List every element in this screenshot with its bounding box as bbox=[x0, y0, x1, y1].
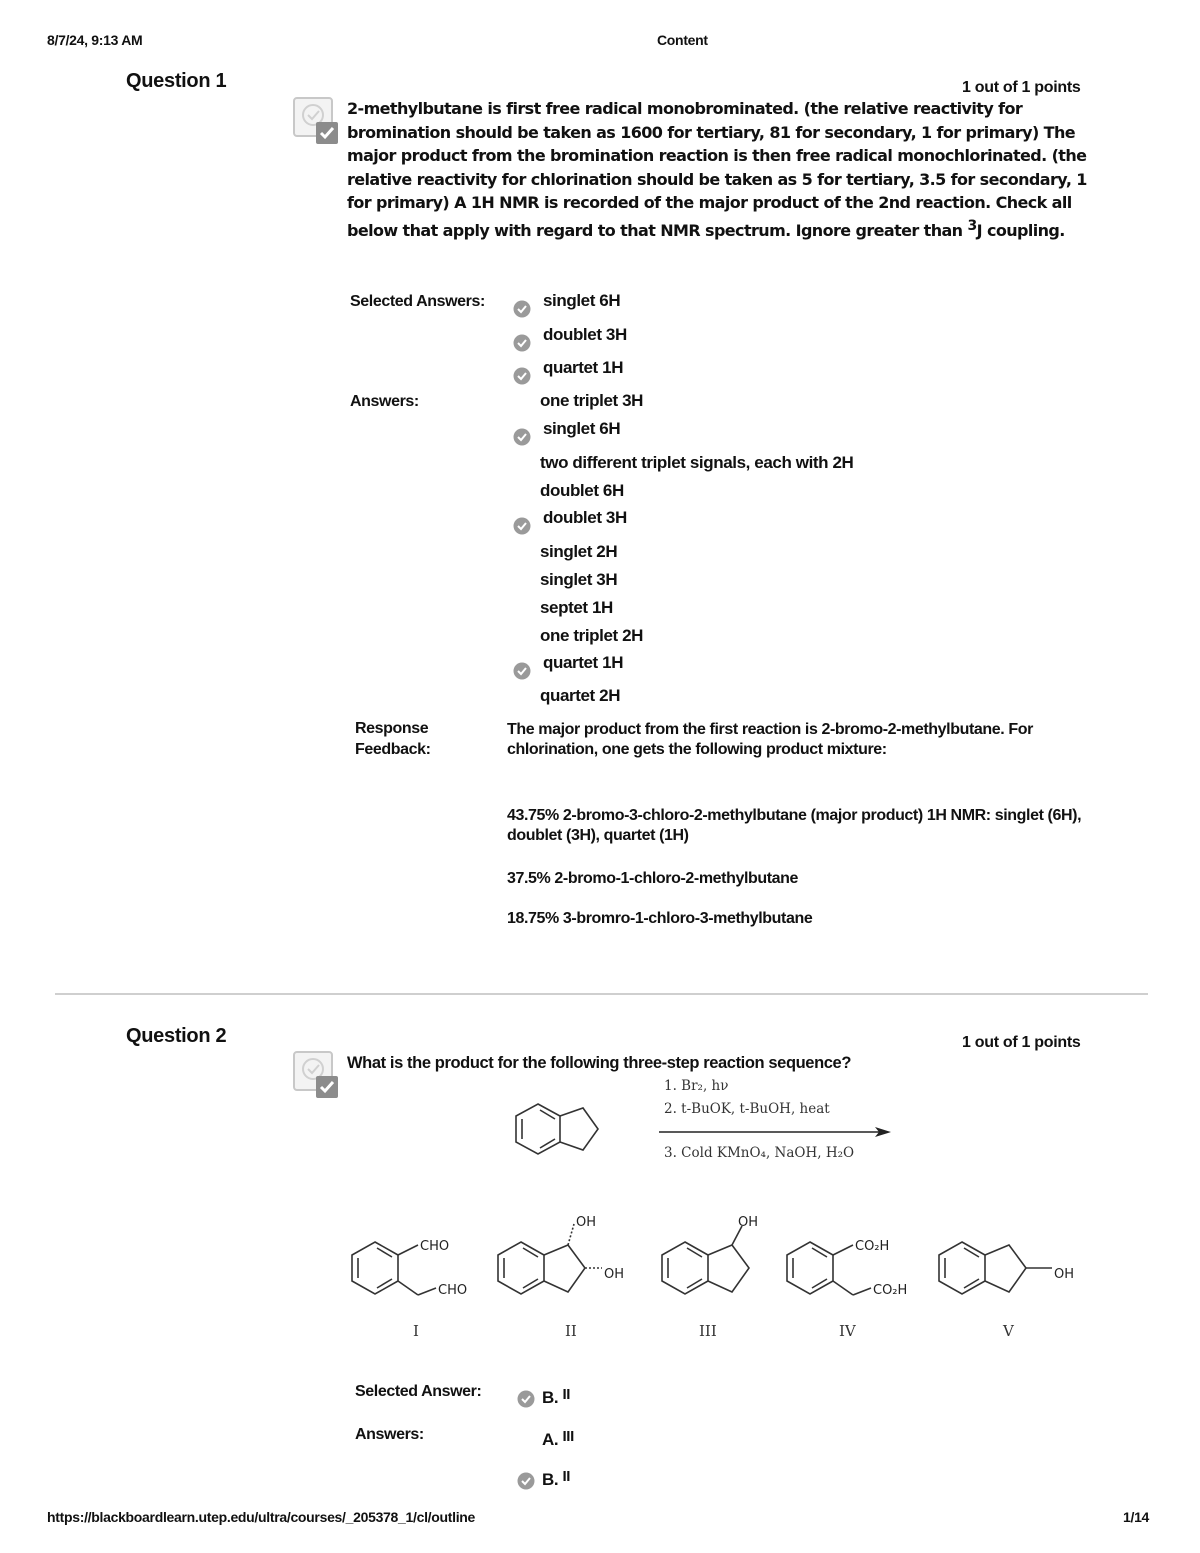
selected-answer: singlet 6H bbox=[543, 291, 621, 310]
choice-label: III bbox=[699, 1322, 717, 1340]
structure-label: CO₂H bbox=[855, 1239, 890, 1254]
correct-answer-icon bbox=[292, 1050, 342, 1100]
correct-check-icon bbox=[517, 1472, 535, 1490]
correct-answer-icon bbox=[292, 96, 342, 146]
answers-label: Answers: bbox=[350, 393, 419, 410]
answer-option: one triplet 3H bbox=[540, 391, 644, 410]
selected-answer: B. II bbox=[542, 1386, 571, 1407]
page-number: 1/14 bbox=[1123, 1509, 1150, 1525]
correct-check-icon bbox=[513, 517, 531, 535]
selected-answer: quartet 1H bbox=[543, 358, 624, 377]
question-2-points: 1 out of 1 points bbox=[962, 1034, 1081, 1051]
selected-answer: doublet 3H bbox=[543, 325, 627, 344]
print-datetime: 8/7/24, 9:13 AM bbox=[47, 32, 143, 48]
correct-check-icon bbox=[513, 662, 531, 680]
feedback-paragraph: The major product from the first reaction is 2-bromo-2-methylbutane. For chlorination, one gets the following product mixture: bbox=[507, 721, 1033, 758]
correct-check-icon bbox=[513, 367, 531, 385]
correct-check-icon bbox=[517, 1390, 535, 1408]
choice-label: I bbox=[413, 1322, 419, 1340]
question-2-text: What is the product for the following three-step reaction sequence? bbox=[347, 1054, 851, 1072]
answer-option: A. III bbox=[542, 1428, 574, 1449]
answer-option: quartet 2H bbox=[540, 686, 621, 705]
structure-label: CHO bbox=[438, 1283, 468, 1298]
print-title: Content bbox=[657, 32, 708, 48]
answer-option: doublet 3H bbox=[543, 508, 627, 527]
response-feedback-label: Feedback: bbox=[355, 741, 431, 758]
choice-label: II bbox=[565, 1322, 577, 1340]
question-divider bbox=[55, 993, 1148, 995]
answer-option: doublet 6H bbox=[540, 481, 624, 500]
feedback-paragraph: 37.5% 2-bromo-1-chloro-2-methylbutane bbox=[507, 870, 799, 887]
correct-check-icon bbox=[513, 428, 531, 446]
structure-label: OH bbox=[604, 1267, 625, 1282]
answer-option: septet 1H bbox=[540, 598, 613, 617]
reagent-step-2: 2. t-BuOK, t-BuOH, heat bbox=[664, 1101, 830, 1117]
answer-option: singlet 2H bbox=[540, 542, 618, 561]
selected-answer-label: Selected Answer: bbox=[355, 1383, 482, 1400]
structure-label: OH bbox=[576, 1215, 597, 1230]
answer-option: singlet 6H bbox=[543, 419, 621, 438]
selected-answers-label: Selected Answers: bbox=[350, 293, 485, 310]
reagent-step-1: 1. Br₂, hν bbox=[664, 1078, 729, 1094]
response-feedback-label: Response bbox=[355, 720, 429, 737]
structure-label: OH bbox=[738, 1215, 759, 1230]
structure-label: OH bbox=[1054, 1267, 1075, 1282]
indane-structure bbox=[505, 1098, 615, 1168]
reagent-step-3: 3. Cold KMnO₄, NaOH, H₂O bbox=[664, 1145, 855, 1161]
question-2-title: Question 2 bbox=[126, 1025, 227, 1047]
question-1-text: 2-methylbutane is first free radical monobrominated. (the relative reactivity for bromination should be taken as 1600 for tertiary, 81 for secondary, 1 for primary) The major product from the bromination reaction is then free radical monochlorinated. (the relative reactivity for chlorination should be taken as 5 for tertiary, 3.5 for secondary, 1 for primary) A 1H NMR is recorded of the major product of the 2nd reaction. Check all below that apply with regard to that NMR spectrum. Ignore greater than 3J coupling. bbox=[347, 99, 1087, 240]
question-1-title: Question 1 bbox=[126, 70, 227, 92]
answer-option: one triplet 2H bbox=[540, 626, 644, 645]
answer-option: singlet 3H bbox=[540, 570, 618, 589]
structure-label: CHO bbox=[420, 1239, 450, 1254]
choice-label: IV bbox=[839, 1322, 856, 1340]
correct-check-icon bbox=[513, 334, 531, 352]
answer-option: two different triplet signals, each with 2H bbox=[540, 453, 854, 472]
correct-check-icon bbox=[513, 300, 531, 318]
answer-option: B. II bbox=[542, 1468, 571, 1489]
question-1-points: 1 out of 1 points bbox=[962, 79, 1081, 96]
feedback-paragraph: 43.75% 2-bromo-3-chloro-2-methylbutane (major product) 1H NMR: singlet (6H), doublet (3H), quartet (1H) bbox=[507, 807, 1082, 844]
print-url: https://blackboardlearn.utep.edu/ultra/courses/_205378_1/cl/outline bbox=[47, 1509, 476, 1525]
feedback-paragraph: 18.75% 3-bromro-1-chloro-3-methylbutane bbox=[507, 910, 813, 927]
choice-label: V bbox=[1003, 1322, 1014, 1340]
choice-structures bbox=[340, 1200, 1100, 1320]
structure-label: CO₂H bbox=[873, 1283, 908, 1298]
answers-label: Answers: bbox=[355, 1426, 424, 1443]
answer-option: quartet 1H bbox=[543, 653, 624, 672]
reaction-arrow-icon bbox=[657, 1124, 893, 1140]
